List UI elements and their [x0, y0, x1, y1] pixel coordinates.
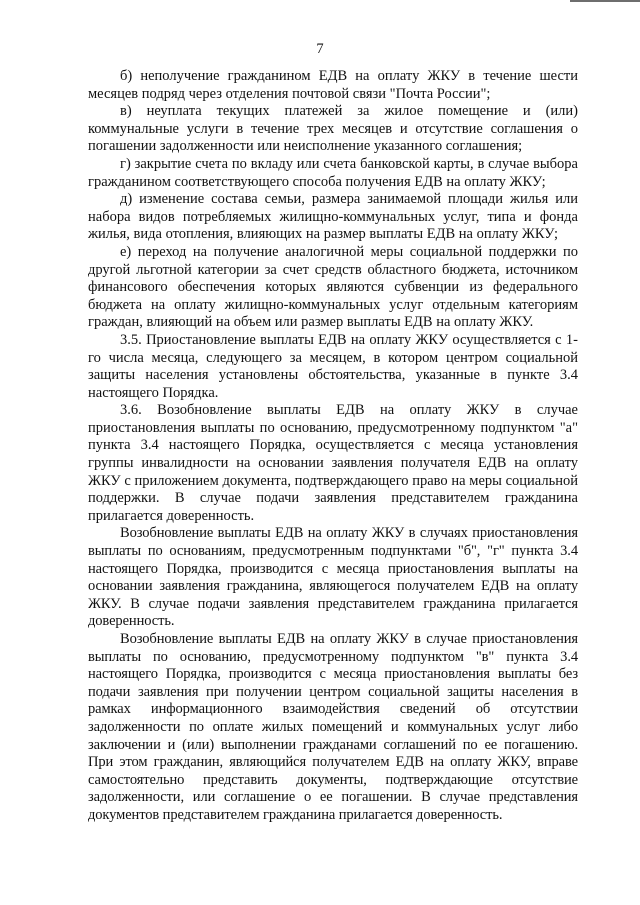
clause-3-5: 3.5. Приостановление выплаты ЕДВ на оплату ЖКУ осуществляется с 1-го числа месяца, следующего за месяцем, в котором центром социальной защиты населения установлены обстоятельства, указанные в пункте 3.4 настоящего Порядка. [88, 331, 578, 401]
subclause-d: д) изменение состава семьи, размера занимаемой площади жилья или набора видов потребляемых жилищно-коммунальных услуг, типа и фонда жилья, вида отопления, влияющих на размер выплаты ЕДВ на оплату ЖКУ; [88, 191, 578, 243]
page-number: 7 [316, 41, 324, 57]
top-edge-rule [570, 0, 640, 6]
subclause-b: б) неполучение гражданином ЕДВ на оплату ЖКУ в течение шести месяцев подряд через отделения почтовой связи "Почта России"; [88, 68, 578, 102]
subclause-g: г) закрытие счета по вкладу или счета банковской карты, в случае выбора гражданином соответствующего способа получения ЕДВ на оплату ЖКУ; [88, 155, 578, 190]
subclause-v: в) неуплата текущих платежей за жилое помещение и (или) коммунальные услуги в течение трех месяцев и отсутствие соглашения о погашении задолженности или неисполнение указанного соглашения; [88, 103, 578, 155]
resumption-paragraph-b-g: Возобновление выплаты ЕДВ на оплату ЖКУ в случаях приостановления выплаты по основаниям, предусмотренным подпунктами "б", "г" пункта 3.4 настоящего Порядка, производится с месяца приостановления выплаты на основании заявления гражданина, являющегося получателем ЕДВ на оплату ЖКУ. В случае подачи заявления представителем гражданина прилагается доверенность. [88, 525, 578, 630]
subclause-e: е) переход на получение аналогичной меры социальной поддержки по другой льготной категории за счет средств областного бюджета, источником финансового обеспечения которых являются субвенции из федерального бюджета на оплату жилищно-коммунальных услуг отдельным категориям граждан, влияющий на объем или размер выплаты ЕДВ на оплату ЖКУ. [88, 243, 578, 331]
document-body [88, 68, 578, 825]
resumption-paragraph-v: Возобновление выплаты ЕДВ на оплату ЖКУ в случае приостановления выплаты по основанию, предусмотренному подпунктом "в" пункта 3.4 настоящего Порядка, производится с месяца приостановления выплаты без подачи заявления при получении центром социальной защиты населения в рамках информационного взаимодействия сведений об отсутствии задолженности по оплате жилых помещений и коммунальных услуг либо заключении и (или) выполнении гражданами соглашений по ее погашению. При этом гражданин, являющийся получателем ЕДВ на оплату ЖКУ, вправе самостоятельно представить документы, подтверждающие отсутствие задолженности, или соглашение о ее погашении. В случае представления документов представителем гражданина прилагается доверенность. [88, 631, 578, 823]
clause-3-6: 3.6. Возобновление выплаты ЕДВ на оплату ЖКУ в случае приостановления выплаты по основанию, предусмотренному подпунктом "а" пункта 3.4 настоящего Порядка, осуществляется с месяца установления группы инвалидности на основании заявления получателя ЕДВ на оплату ЖКУ с приложением документа, подтверждающего право на меры социальной поддержки. В случае подачи заявления представителем гражданина прилагается доверенность. [88, 402, 578, 524]
